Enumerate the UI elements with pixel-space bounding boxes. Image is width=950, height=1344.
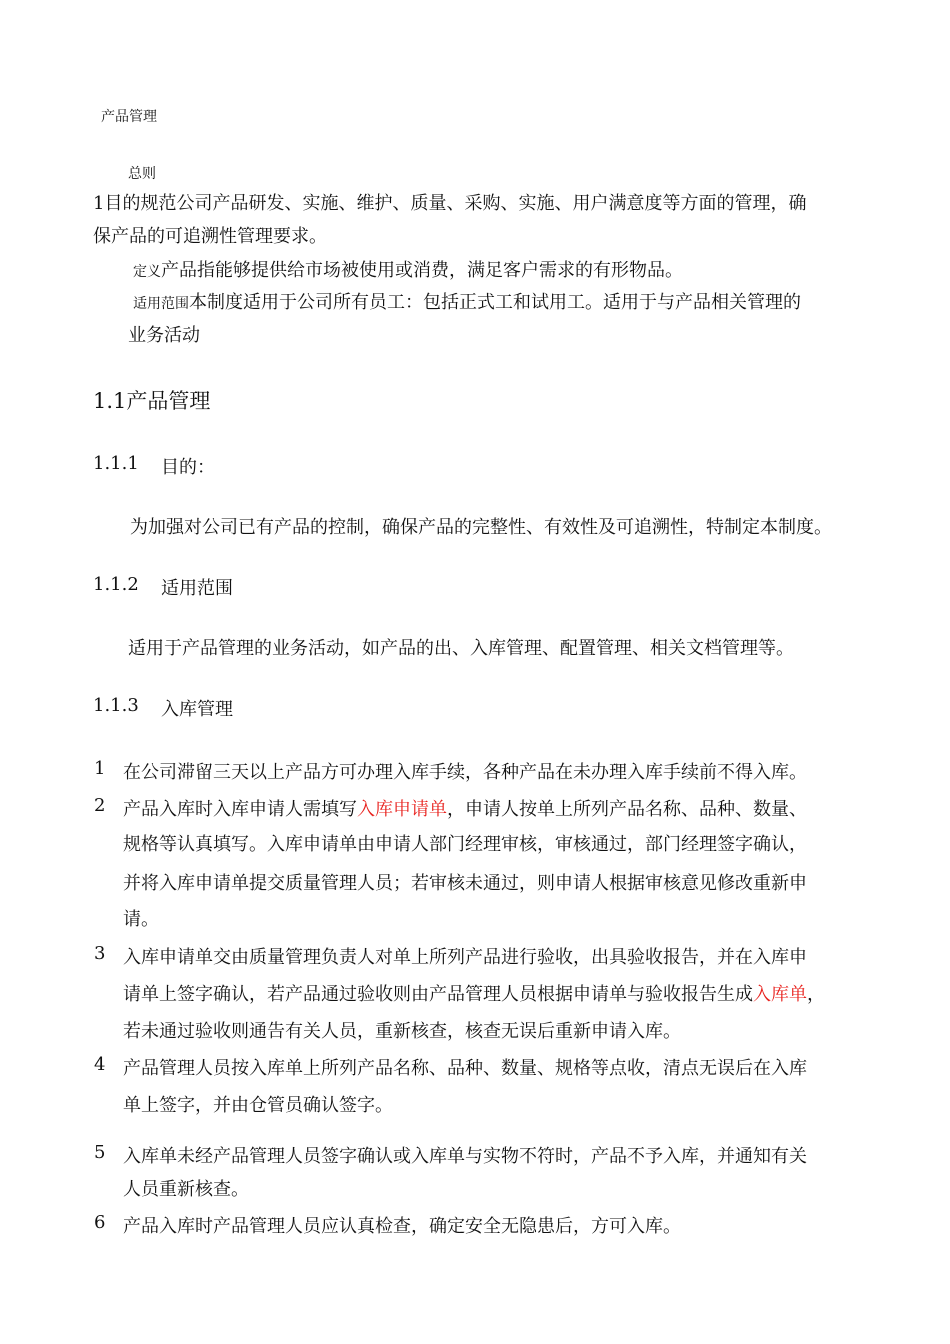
list-item-4-line-2: 单上签字，并由仓管员确认签字。 bbox=[123, 1095, 393, 1116]
scope-label: 适用范围 bbox=[133, 296, 189, 312]
list-item-2-line-3: 并将入库申请单提交质量管理人员；若审核未通过，则申请人根据审核意见修改重新申 bbox=[123, 873, 807, 894]
section-1-1-3-number: 1.1.3 bbox=[93, 695, 139, 716]
section-1-1-2-text: 适用于产品管理的业务活动，如产品的出、入库管理、配置管理、相关文档管理等。 bbox=[128, 638, 794, 659]
definition-label: 定义 bbox=[133, 264, 161, 280]
purpose-line-1: 1目的规范公司产品研发、实施、维护、质量、采购、实施、用户满意度等方面的管理，确 bbox=[93, 193, 807, 214]
list-item-5-line-1: 入库单未经产品管理人员签字确认或入库单与实物不符时，产品不予入库，并通知有关 bbox=[123, 1146, 807, 1167]
list-item-3-line-3: 若未通过验收则通告有关人员，重新核查，核查无误后重新申请入库。 bbox=[123, 1021, 681, 1042]
scope-line-2: 业务活动 bbox=[128, 325, 200, 346]
entry-form-link: 入库单 bbox=[753, 984, 807, 1005]
general-heading: 总则 bbox=[128, 166, 156, 182]
list-item-2-line-4: 请。 bbox=[123, 909, 159, 930]
scope-line-1: 本制度适用于公司所有员工：包括正式工和试用工。适用于与产品相关管理的 bbox=[189, 292, 801, 313]
document-header-title: 产品管理 bbox=[101, 109, 157, 125]
list-item-4-line-1: 产品管理人员按入库单上所列产品名称、品种、数量、规格等点收，清点无误后在入库 bbox=[123, 1058, 807, 1079]
list-item-text: ，申请人按单上所列产品名称、品种、数量、 bbox=[447, 799, 807, 820]
list-item-number: 5 bbox=[94, 1142, 106, 1163]
list-item-number: 6 bbox=[94, 1212, 106, 1233]
list-item-number: 3 bbox=[94, 943, 106, 964]
list-item-text: 请单上签字确认，若产品通过验收则由产品管理人员根据申请单与验收报告生成 bbox=[123, 984, 753, 1005]
section-1-1-1-number: 1.1.1 bbox=[93, 453, 139, 474]
purpose-line-2: 保产品的可追溯性管理要求。 bbox=[93, 226, 327, 247]
list-item-number: 2 bbox=[94, 795, 106, 816]
list-item-text: 产品入库时入库申请人需填写 bbox=[123, 799, 357, 820]
section-number: 1.1 bbox=[93, 389, 127, 413]
section-1-1-2-title: 适用范围 bbox=[161, 578, 233, 599]
section-1-1-heading bbox=[93, 385, 210, 415]
list-item-1-line-1: 在公司滞留三天以上产品方可办理入库手续，各种产品在未办理入库手续前不得入库。 bbox=[123, 762, 807, 783]
section-title: 产品管理 bbox=[126, 389, 211, 413]
section-1-1-1-title: 目的： bbox=[161, 457, 215, 478]
section-1-1-3-title: 入库管理 bbox=[161, 699, 233, 720]
section-1-1-2-number: 1.1.2 bbox=[93, 574, 139, 595]
list-item-number: 1 bbox=[94, 758, 106, 779]
list-item-3-line-2 bbox=[123, 980, 825, 1006]
list-item-2-line-1 bbox=[123, 795, 807, 821]
list-item-2-line-2: 规格等认真填写。入库申请单由申请人部门经理审核，审核通过，部门经理签字确认， bbox=[123, 834, 807, 855]
scope-paragraph bbox=[133, 288, 801, 314]
list-item-5-line-2: 人员重新核查。 bbox=[123, 1179, 249, 1200]
definition-text: 产品指能够提供给市场被使用或消费，满足客户需求的有形物品。 bbox=[161, 260, 683, 281]
list-item-text: ， bbox=[807, 984, 825, 1005]
list-item-3-line-1: 入库申请单交由质量管理负责人对单上所列产品进行验收，出具验收报告，并在入库申 bbox=[123, 947, 807, 968]
section-1-1-1-text: 为加强对公司已有产品的控制，确保产品的完整性、有效性及可追溯性，特制定本制度。 bbox=[130, 517, 832, 538]
list-item-6-line-1: 产品入库时产品管理人员应认真检查，确定安全无隐患后，方可入库。 bbox=[123, 1216, 681, 1237]
list-item-number: 4 bbox=[94, 1054, 106, 1075]
definition-paragraph bbox=[133, 256, 683, 282]
entry-request-form-link: 入库申请单 bbox=[357, 799, 447, 820]
